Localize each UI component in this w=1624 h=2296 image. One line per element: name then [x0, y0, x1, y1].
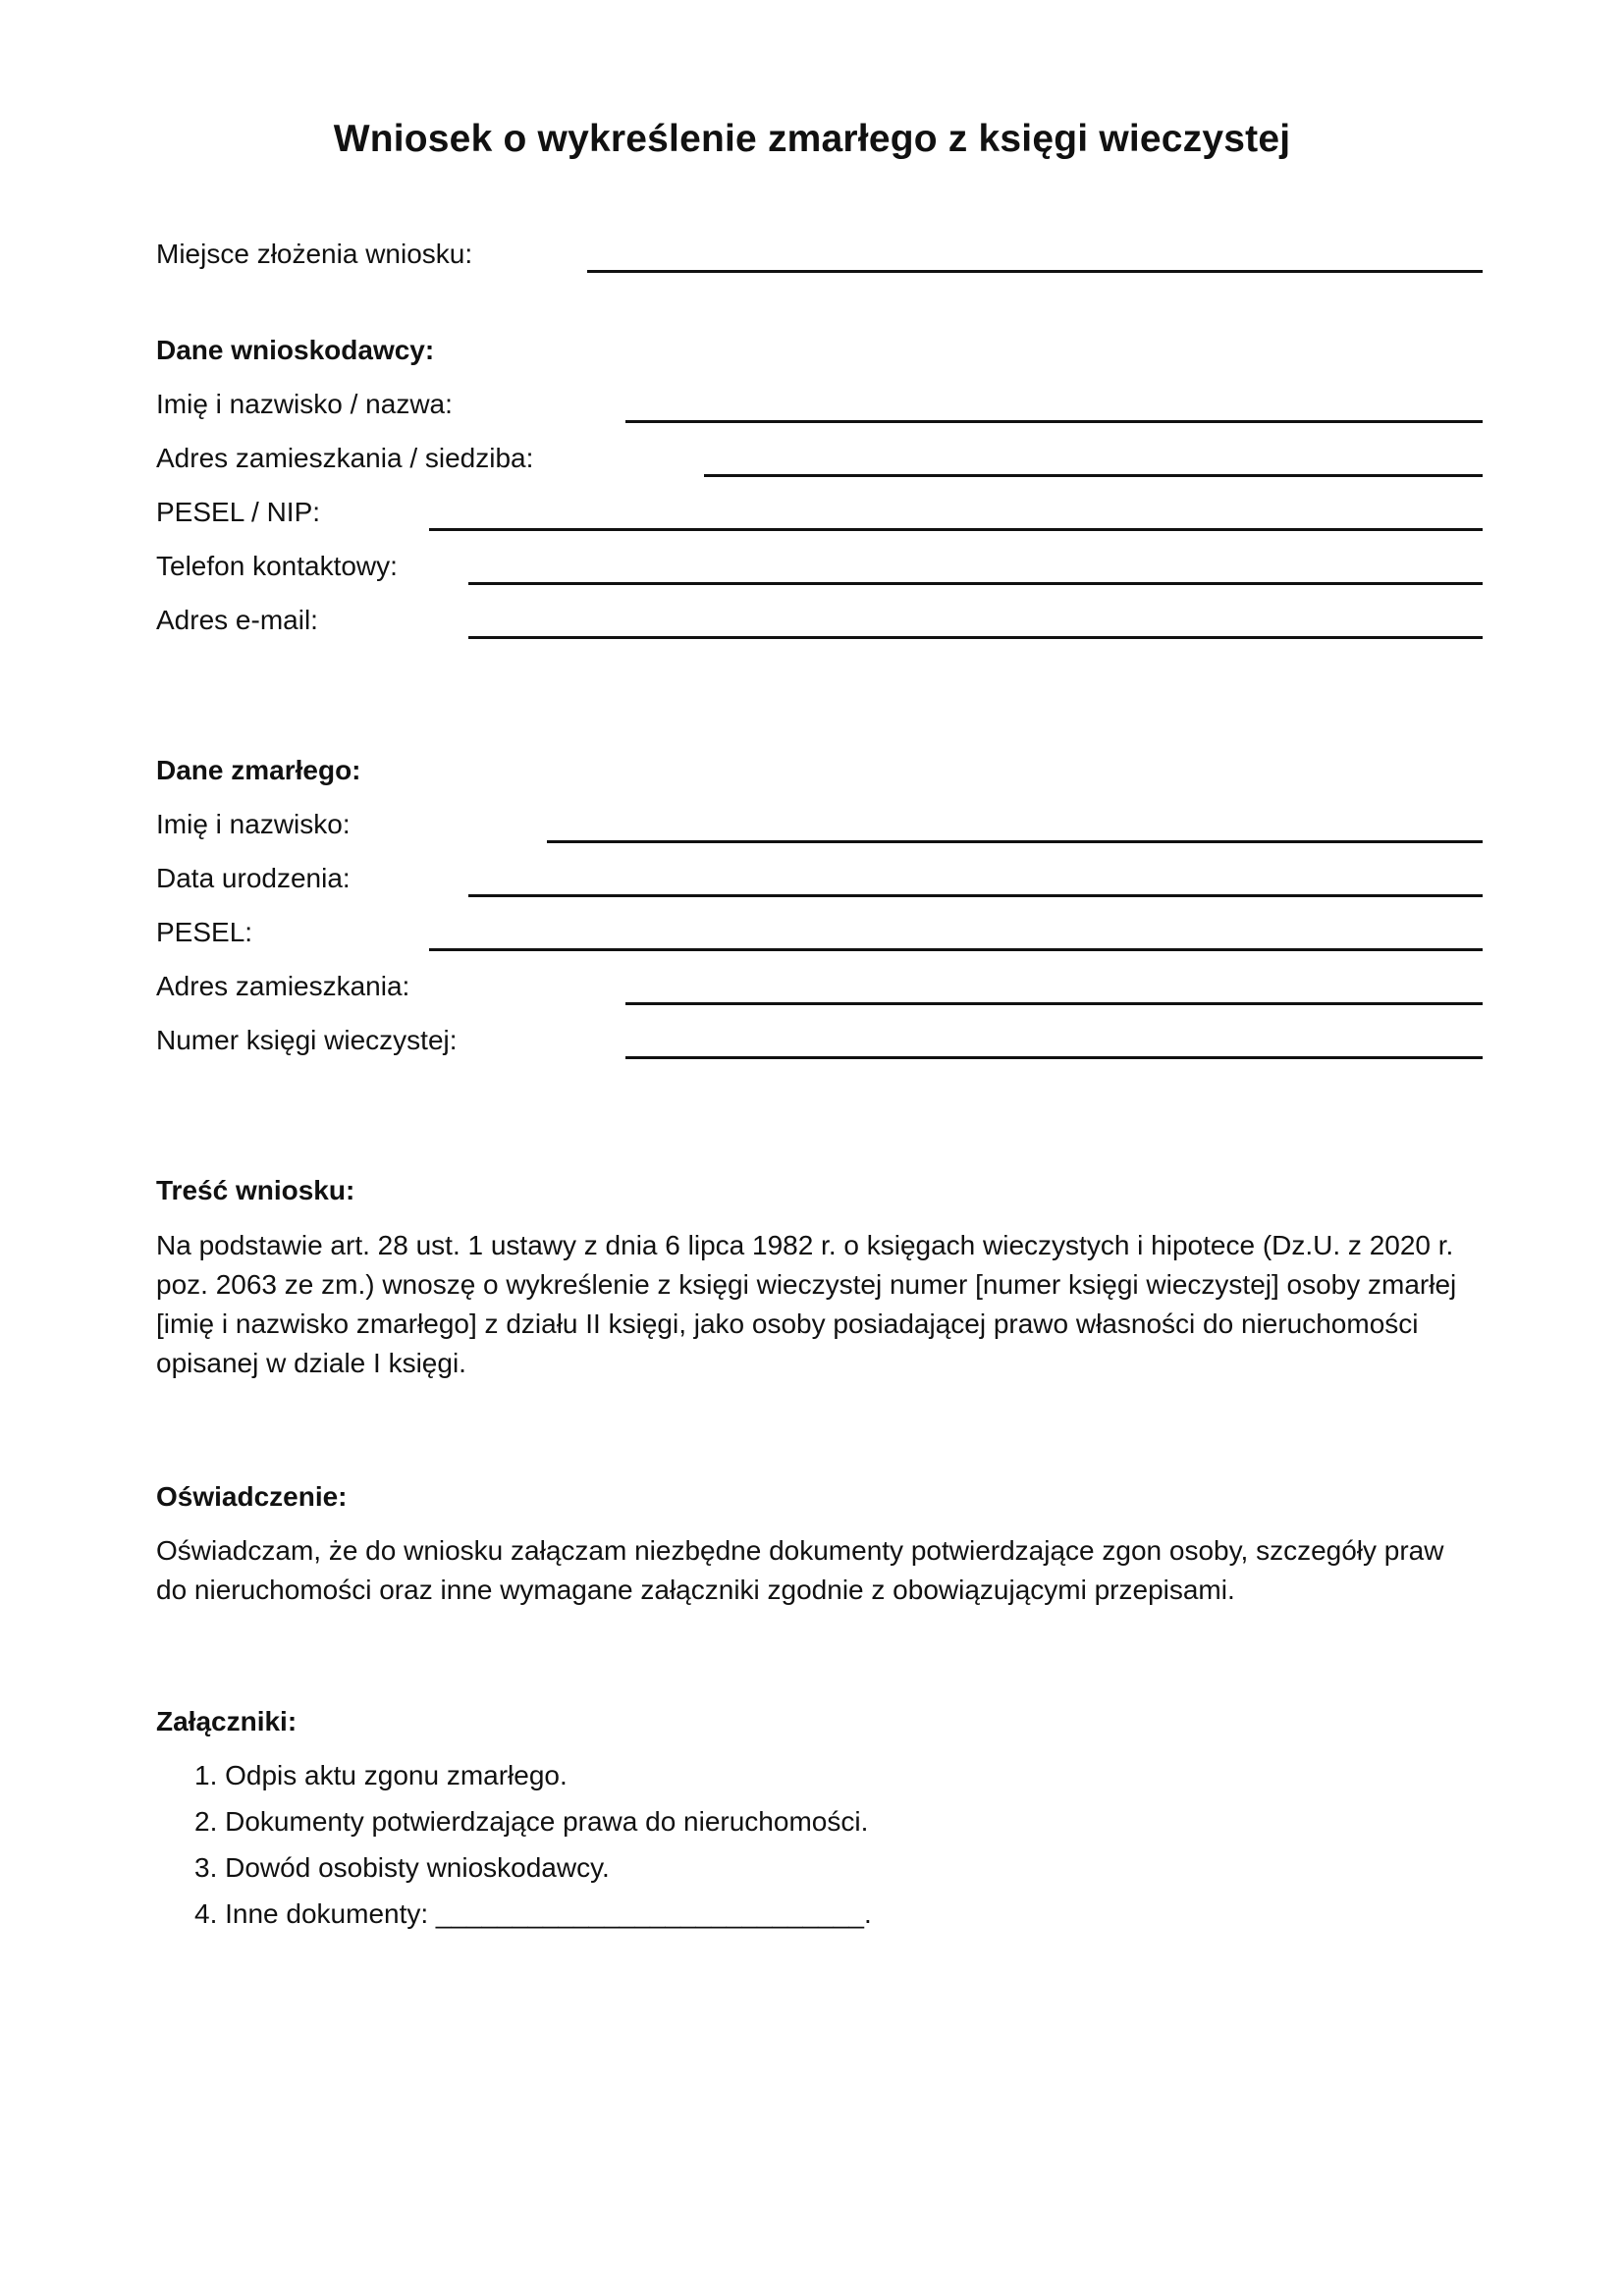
- applicant-heading: Dane wnioskodawcy:: [156, 335, 435, 365]
- statement-line: Oświadczam, że do wniosku załączam niezbędne dokumenty potwierdzające zgon osoby, szczegóły praw: [156, 1535, 1444, 1566]
- deceased-heading: Dane zmarłego:: [156, 755, 361, 785]
- applicant-pesel-label: PESEL / NIP:: [156, 497, 321, 527]
- attachment-item: 1. Odpis aktu zgonu zmarłego.: [194, 1760, 568, 1790]
- content-line: opisanej w dziale I księgi.: [156, 1348, 466, 1378]
- applicant-address-label: Adres zamieszkania / siedziba:: [156, 443, 534, 473]
- applicant-email-label: Adres e-mail:: [156, 605, 318, 635]
- deceased-name-label: Imię i nazwisko:: [156, 809, 351, 839]
- applicant-pesel-field[interactable]: [429, 528, 1483, 531]
- deceased-kw-field[interactable]: [625, 1056, 1483, 1059]
- content-line: [imię i nazwisko zmarłego] z działu II księgi, jako osoby posiadającej prawo własności do nieruchomości: [156, 1308, 1419, 1339]
- applicant-address-field[interactable]: [704, 474, 1483, 477]
- attachment-item-other[interactable]: 4. Inne dokumenty: ____________________________.: [194, 1898, 872, 1929]
- deceased-address-field[interactable]: [625, 1002, 1483, 1005]
- applicant-phone-field[interactable]: [468, 582, 1483, 585]
- applicant-phone-label: Telefon kontaktowy:: [156, 551, 398, 581]
- applicant-name-field[interactable]: [625, 420, 1483, 423]
- content-line: poz. 2063 ze zm.) wnoszę o wykreślenie z księgi wieczystej numer [numer księgi wieczystej] osoby zmarłej: [156, 1269, 1457, 1300]
- deceased-kw-label: Numer księgi wieczystej:: [156, 1025, 458, 1055]
- applicant-email-field[interactable]: [468, 636, 1483, 639]
- attachments-heading: Załączniki:: [156, 1706, 298, 1736]
- deceased-birthdate-field[interactable]: [468, 894, 1483, 897]
- content-heading: Treść wniosku:: [156, 1175, 355, 1205]
- deceased-pesel-label: PESEL:: [156, 917, 253, 947]
- statement-line: do nieruchomości oraz inne wymagane załączniki zgodnie z obowiązującymi przepisami.: [156, 1575, 1235, 1605]
- place-label: Miejsce złożenia wniosku:: [156, 239, 473, 269]
- content-line: Na podstawie art. 28 ust. 1 ustawy z dnia 6 lipca 1982 r. o księgach wieczystych i hipotece (Dz.U. z 2020 r.: [156, 1230, 1454, 1260]
- deceased-pesel-field[interactable]: [429, 948, 1483, 951]
- applicant-name-label: Imię i nazwisko / nazwa:: [156, 389, 453, 419]
- attachment-item: 2. Dokumenty potwierdzające prawa do nieruchomości.: [194, 1806, 869, 1837]
- attachment-item: 3. Dowód osobisty wnioskodawcy.: [194, 1852, 610, 1883]
- document-title: Wniosek o wykreślenie zmarłego z księgi wieczystej: [333, 118, 1291, 160]
- deceased-address-label: Adres zamieszkania:: [156, 971, 410, 1001]
- place-field[interactable]: [587, 270, 1483, 273]
- deceased-name-field[interactable]: [547, 840, 1483, 843]
- statement-heading: Oświadczenie:: [156, 1481, 348, 1512]
- deceased-birthdate-label: Data urodzenia:: [156, 863, 351, 893]
